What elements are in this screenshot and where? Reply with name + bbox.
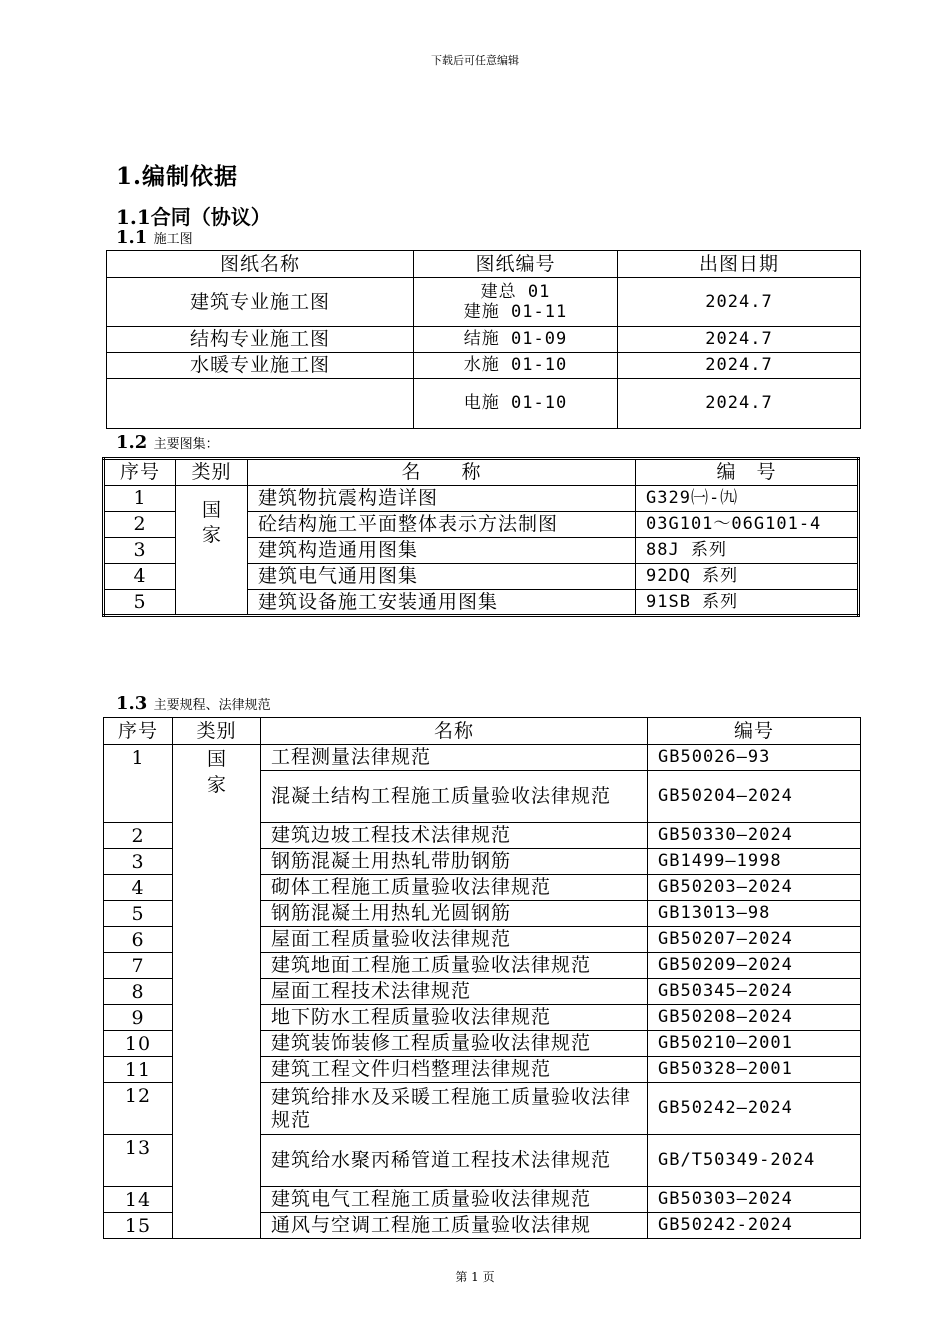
row-number: 2 [104,512,176,538]
drawing-date: 2024.7 [618,353,861,379]
row-number: 7 [104,953,173,979]
row-number: 5 [104,901,173,927]
atlas-name: 建筑电气通用图集 [248,564,636,590]
table-header-row [107,251,861,278]
drawing-name: 建筑专业施工图 [107,278,414,327]
drawings-heading-num: 1.1 [116,227,148,248]
column-header: 名称 [261,718,648,745]
column-header: 图纸名称 [107,251,414,278]
row-number: 11 [104,1057,173,1083]
atlas-table [102,457,860,617]
standard-name: 建筑工程文件归档整理法律规范 [261,1057,648,1083]
column-header: 名 称 [248,459,636,486]
atlas-code: 03G101～06G101-4 [636,512,859,538]
drawing-date: 2024.7 [618,327,861,353]
row-number: 12 [104,1083,173,1135]
table-row [104,745,861,771]
standard-code: GB50210—2001 [648,1031,861,1057]
page-header-note: 下载后可任意编辑 [431,54,519,67]
atlas-heading-num: 1.2 [116,432,148,453]
standard-code: GB1499—1998 [648,849,861,875]
row-number: 3 [104,849,173,875]
drawings-heading-label: 施工图 [153,232,193,247]
column-header: 序号 [104,718,173,745]
column-header: 类别 [173,718,261,745]
row-number: 4 [104,875,173,901]
row-number: 10 [104,1031,173,1057]
table-row [107,379,861,429]
atlas-code: 91SB 系列 [636,590,859,616]
column-header: 编 号 [636,459,859,486]
standard-code: GB50207—2024 [648,927,861,953]
standard-name: 建筑给排水及采暖工程施工质量验收法律规范 [261,1083,648,1135]
drawings-table [106,250,861,429]
standard-name: 钢筋混凝土用热轧光圆钢筋 [261,901,648,927]
standards-table [103,717,861,1239]
standard-name: 砌体工程施工质量验收法律规范 [261,875,648,901]
category-label: 国家 [207,748,228,796]
page-number: 第 1 页 [455,1270,495,1284]
standard-code: GB50026—93 [648,745,861,771]
standard-name: 建筑地面工程施工质量验收法律规范 [261,953,648,979]
table-header-row [104,718,861,745]
standard-code: GB50242-2024 [648,1213,861,1239]
row-number: 6 [104,927,173,953]
standard-name: 工程测量法律规范 [261,745,648,771]
standard-name: 建筑边坡工程技术法律规范 [261,823,648,849]
drawing-name: 水暖专业施工图 [107,353,414,379]
drawing-code: 电施 01-10 [414,379,618,429]
drawing-code-line: 建总 01 [480,281,551,302]
table-row [104,486,859,512]
drawing-name: 结构专业施工图 [107,327,414,353]
drawing-date: 2024.7 [618,379,861,429]
category-label: 国家 [202,499,223,546]
standard-name: 建筑装饰装修工程质量验收法律规范 [261,1031,648,1057]
atlas-heading [116,432,219,453]
drawing-code-line: 建施 01-11 [463,302,568,322]
drawings-heading [116,227,193,248]
column-header: 序号 [104,459,176,486]
standard-code: GB50208—2024 [648,1005,861,1031]
category-cell [176,486,248,616]
standard-code: GB13013—98 [648,901,861,927]
row-number: 3 [104,538,176,564]
atlas-name: 建筑物抗震构造详图 [248,486,636,512]
atlas-name: 建筑设备施工安装通用图集 [248,590,636,616]
drawing-code: 水施 01-10 [414,353,618,379]
table-header-row [104,459,859,486]
drawing-date: 2024.7 [618,278,861,327]
row-number: 9 [104,1005,173,1031]
standard-code: GB50204—2024 [648,771,861,823]
standard-name: 钢筋混凝土用热轧带肋钢筋 [261,849,648,875]
contract-heading: 1.1合同（协议） [116,205,271,229]
standards-heading [116,693,271,714]
row-number: 15 [104,1213,173,1239]
atlas-heading-label: 主要图集： [153,437,219,452]
standard-code: GB50242—2024 [648,1083,861,1135]
standard-code: GB50209—2024 [648,953,861,979]
standard-name: 建筑给水聚丙稀管道工程技术法律规范 [261,1135,648,1187]
row-number: 14 [104,1187,173,1213]
row-number: 4 [104,564,176,590]
row-number: 8 [104,979,173,1005]
atlas-code: G329㈠-㈨ [636,486,859,512]
row-number: 5 [104,590,176,616]
atlas-code: 92DQ 系列 [636,564,859,590]
column-header: 编号 [648,718,861,745]
standard-code: GB50328—2001 [648,1057,861,1083]
table-row [107,278,861,327]
standard-code: GB/T50349-2024 [648,1135,861,1187]
atlas-name: 建筑构造通用图集 [248,538,636,564]
table-row [107,353,861,379]
drawing-code: 结施 01-09 [414,327,618,353]
standard-name: 建筑电气工程施工质量验收法律规范 [261,1187,648,1213]
drawing-name [107,379,414,429]
standard-code: GB50330—2024 [648,823,861,849]
standard-name: 混凝土结构工程施工质量验收法律规范 [261,771,648,823]
table-row [107,327,861,353]
column-header: 图纸编号 [414,251,618,278]
standards-heading-label: 主要规程、法律规范 [153,698,271,713]
standard-code: GB50345—2024 [648,979,861,1005]
row-number: 1 [104,745,173,823]
atlas-code: 88J 系列 [636,538,859,564]
standard-code: GB50303—2024 [648,1187,861,1213]
standard-name: 屋面工程技术法律规范 [261,979,648,1005]
row-number: 13 [104,1135,173,1187]
standard-name: 通风与空调工程施工质量验收法律规 [261,1213,648,1239]
standard-name: 屋面工程质量验收法律规范 [261,927,648,953]
column-header: 出图日期 [618,251,861,278]
section-title: 1.编制依据 [116,163,239,190]
row-number: 1 [104,486,176,512]
row-number: 2 [104,823,173,849]
standard-name: 地下防水工程质量验收法律规范 [261,1005,648,1031]
standard-code: GB50203—2024 [648,875,861,901]
standards-heading-num: 1.3 [116,693,148,714]
column-header: 类别 [176,459,248,486]
atlas-name: 砼结构施工平面整体表示方法制图 [248,512,636,538]
category-cell [173,745,261,1239]
drawing-code [414,278,618,327]
